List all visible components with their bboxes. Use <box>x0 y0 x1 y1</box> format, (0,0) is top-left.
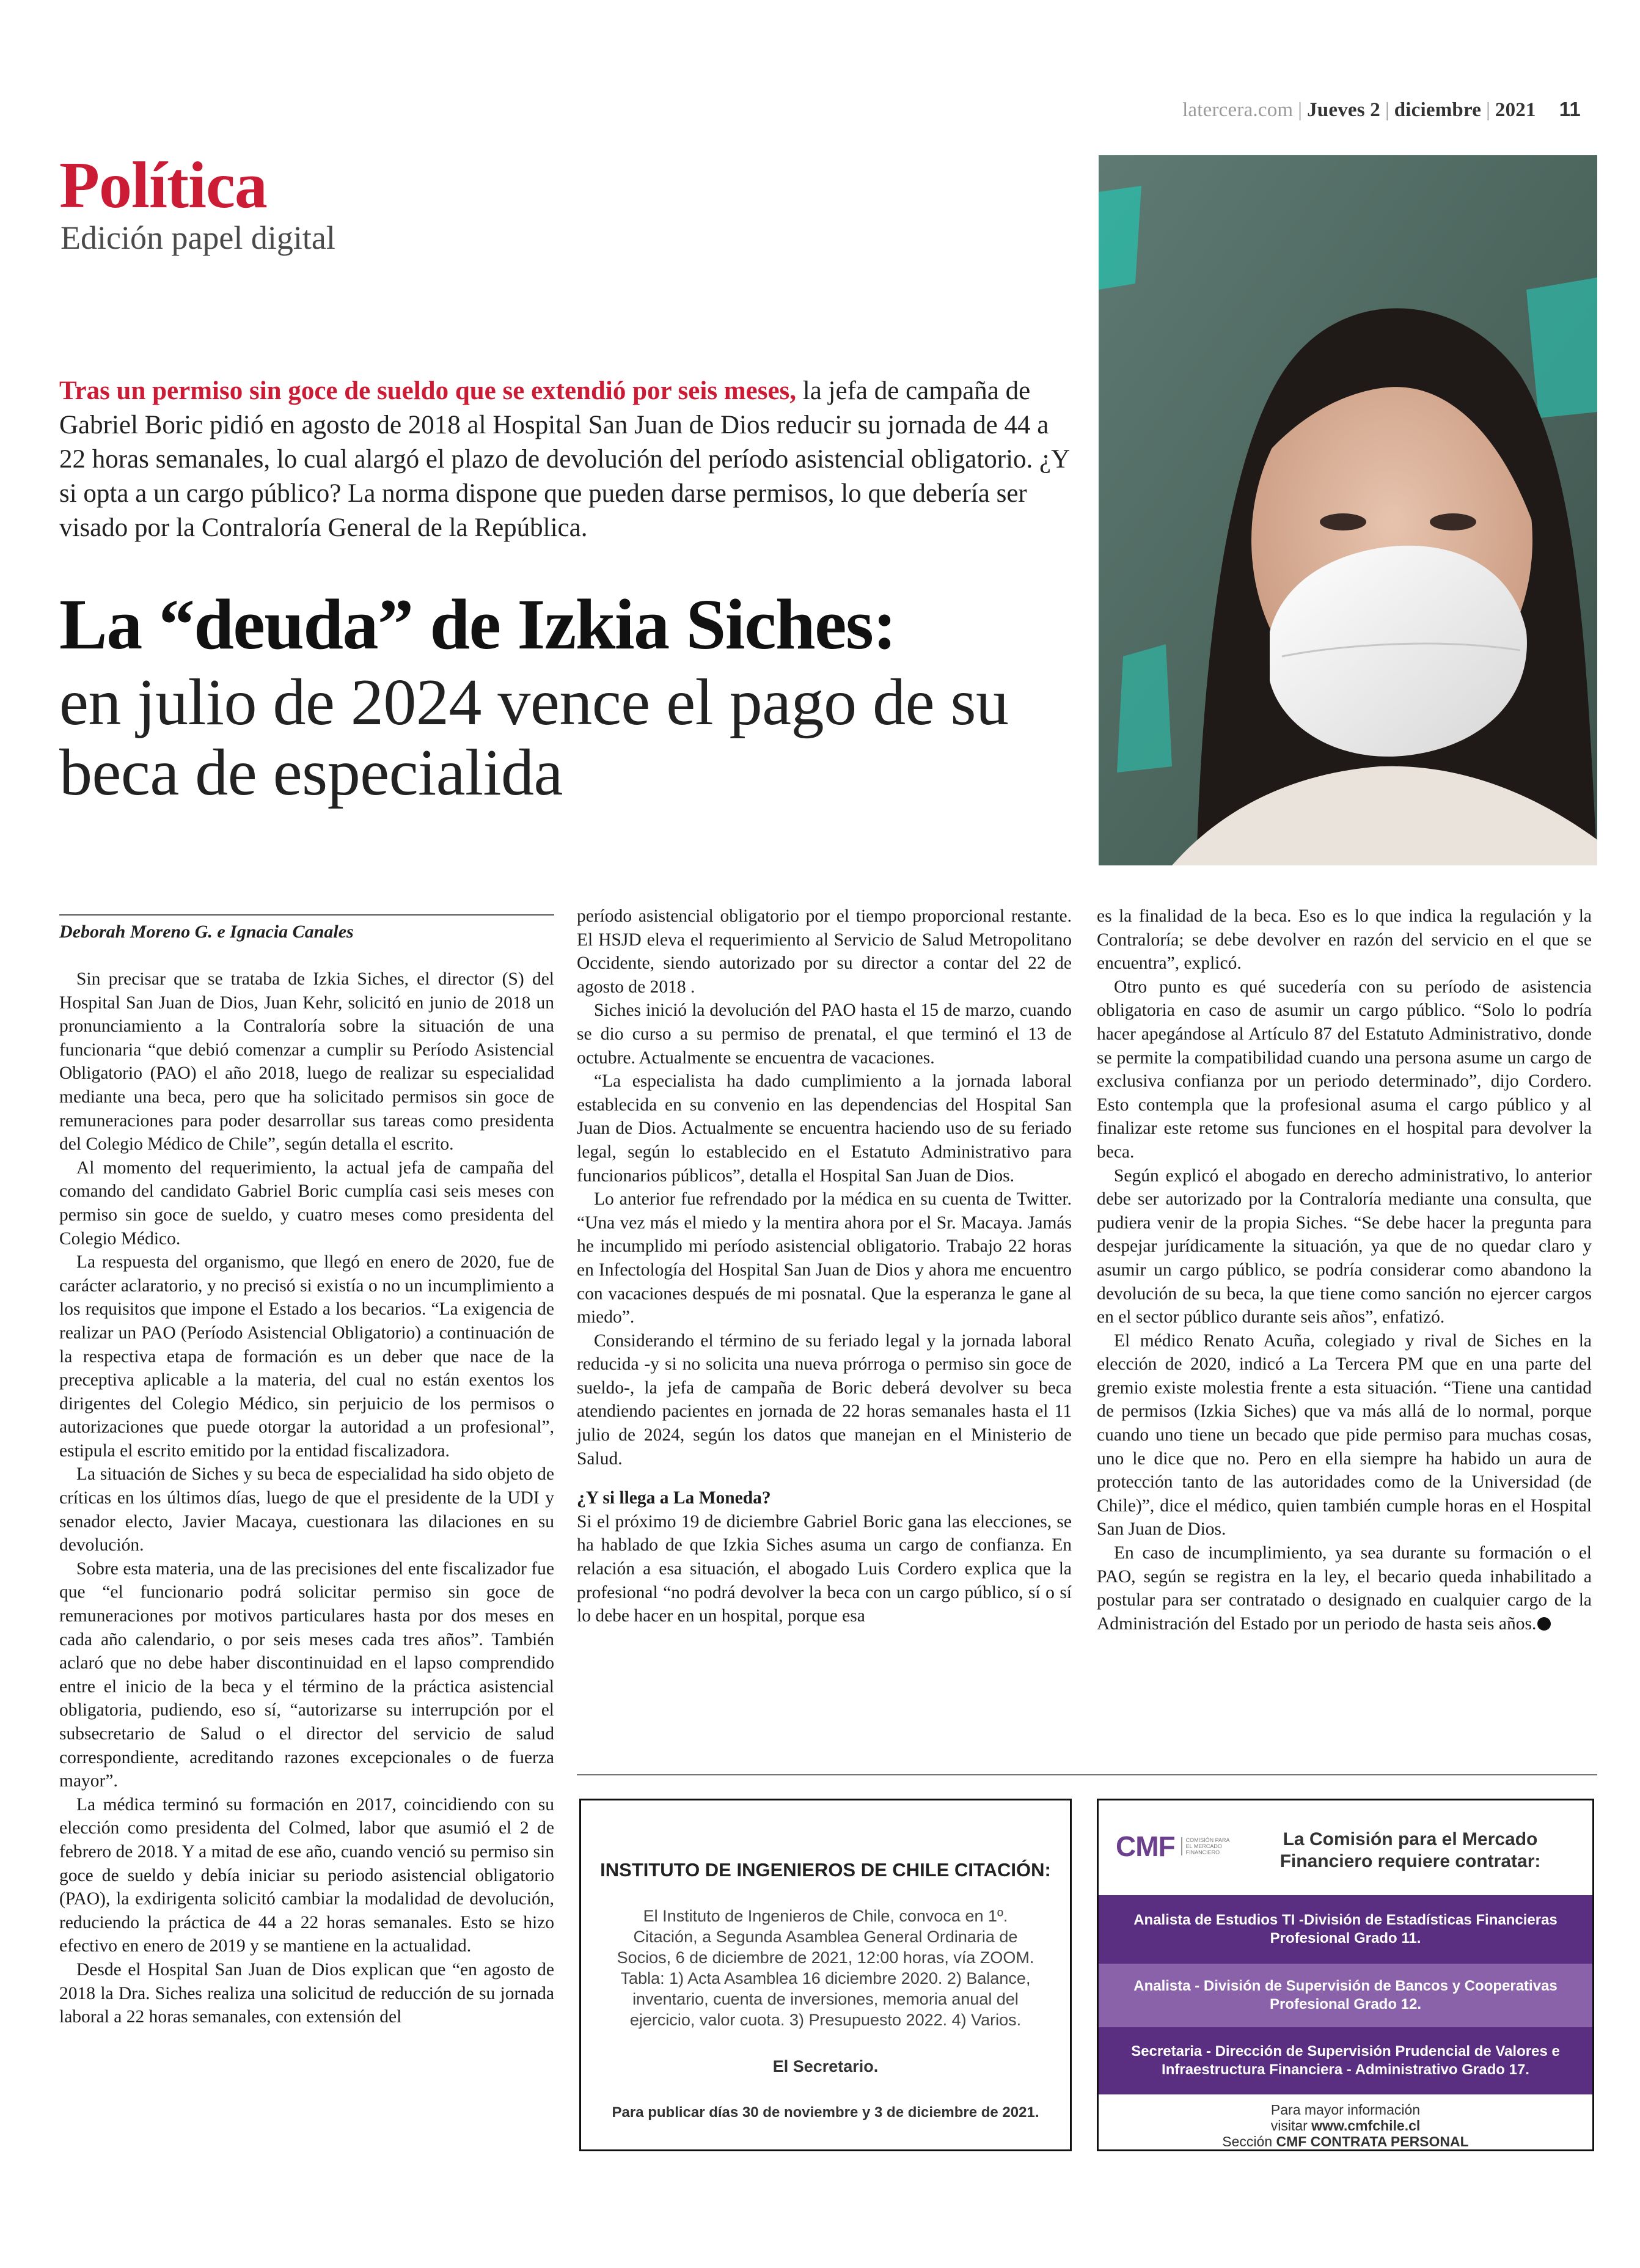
ad-instituto-ingenieros <box>579 1799 1072 2151</box>
paragraph: La médica terminó su formación en 2017, coincidiendo con su elección como presidenta del Colmed, labor que asumió el 2 de febrero de 2018. Y a mitad de ese año, cuando venció su permiso sin goce de sueldo y debía iniciar su periodo asistencial obligatorio (PAO), la exdirigenta solicitó cambiar la modalidad de devolución, reduciendo la práctica de 44 a 22 horas semanales. Esto se hizo efectivo en enero de 2019 y se mantiene en la actualidad. <box>59 1794 554 1956</box>
paragraph: Otro punto es qué sucedería con su período de asistencia obligatoria en caso de asumir un cargo público. “Solo lo podría hacer apegándose al Artículo 87 del Estatuto Administrativo, donde se permite la compatibilidad cuando una persona asume un cargo de exclusiva confianza por un periodo determinado”, dijo Cordero. Esto contempla que la profesional asuma el cargo público y al finalizar este retome sus funciones en el hospital para devolver la beca. <box>1097 977 1592 1162</box>
end-mark-icon <box>1537 1617 1551 1631</box>
paragraph: “La especialista ha dado cumplimiento a la jornada laboral establecida en su convenio en las dependencias del Hospital San Juan de Dios. Actualmente se encuentra haciendo uso de su feriado legal, según lo establecido en el Estatuto Administrativo para funcionarios públicos”, detalla el Hospital San Juan de Dios. <box>577 1071 1072 1186</box>
paragraph: Considerando el término de su feriado legal y la jornada laboral reducida -y si no solicita una nueva prórroga o permiso sin goce de sueldo-, la jefa de campaña de Boric deberá devolver su beca atendiendo pacientes en jornada de 22 horas semanales hasta el 11 julio de 2024, según los datos que manejan en el Ministerio de Salud. <box>577 1330 1072 1469</box>
cmf-logo <box>1116 1830 1235 1863</box>
paragraph: Sin precisar que se trataba de Izkia Siches, el director (S) del Hospital San Juan de Dios, Juan Kehr, solicitó en junio de 2018 un pronunciamiento a la Contraloría sobre la situación de una funcionaria “que debió comenzar a cumplir su Período Asistencial Obligatorio (PAO) el año 2018, luego de realizar su especialidad mediante una beca, pero que ha solicitado permisos sin goce de remuneraciones para poder desarrollar sus tareas como presidenta del Colegio Médico de Chile”, según detalla el escrito. <box>59 969 554 1154</box>
paragraph: Según explicó el abogado en derecho administrativo, lo anterior debe ser autorizado por la Contraloría mediante una consulta, que pudiera venir de la propia Siches. “Se debe hacer la pregunta para despejar jurídicamente la situación, ya que de no quedar claro y asumir un cargo público, se podría considerar como abandono la devolución de su beca, la que tiene como sanción no ejercer cargos en el sector público durante seis años”, enfatizó. <box>1097 1165 1592 1327</box>
ad-body: El Instituto de Ingenieros de Chile, convoca en 1º. Citación, a Segunda Asamblea General Ordinaria de Socios, 6 de diciembre de 2021, 12:00 horas, vía ZOOM. Tabla: 1) Acta Asamblea 16 diciembre 2020. 2) Balance, inventario, cuenta de inversiones, memoria anual del ejercicio, valor cuota. 3) Presupuesto 2022. 4) Varios. <box>617 1907 1034 2029</box>
paragraph-text: En caso de incumplimiento, ya sea durante su formación o el PAO, según se registra en la ley, el becario queda inhabilitado a postular para ser contratado o designado en cualquier cargo de la Administración del Estado por un periodo de hasta seis años. <box>1097 1543 1592 1634</box>
column-rule <box>59 914 554 916</box>
paragraph: La situación de Siches y su beca de especialidad ha sido objeto de críticas en los últimos días, luego de que el presidente de la UDI y senador electo, Javier Macaya, cuestionara las dilaciones en su devolución. <box>59 1464 554 1555</box>
ad-title: INSTITUTO DE INGENIEROS DE CHILE CITACIÓN: <box>600 1859 1051 1881</box>
info-section: CMF CONTRATA PERSONAL <box>1276 2134 1469 2149</box>
paragraph: Lo anterior fue refrendado por la médica en su cuenta de Twitter. “Una vez más el miedo y la mentira ahora por el Sr. Macaya. Jamás he incumplido mi período asistencial obligatorio. Trabajo 22 horas en Infectología del Hospital San Juan de Dios y ahora me encuentro con vacaciones después de mi posnatal. Que la esperanza le gane al miedo”. <box>577 1189 1072 1327</box>
ad-cmf-title: La Comisión para el Mercado Financiero requiere contratar: <box>1279 1829 1541 1871</box>
section-title: Política <box>59 149 267 222</box>
lead-paragraph <box>59 374 1081 545</box>
ad-footer: Para publicar días 30 de noviembre y 3 de diciembre de 2021. <box>612 2104 1039 2121</box>
position-band <box>1099 2027 1592 2094</box>
lead-text: la jefa de campaña de Gabriel Boric pidió en agosto de 2018 al Hospital San Juan de Dios reducir su jornada de 44 a 22 horas semanales, lo cual alargó el plazo de devolución del período asistencial obligatorio. ¿Y si opta a un cargo público? La norma dispone que pueden darse permisos, lo que debería ser visado por la Contraloría General de la República. <box>59 376 1069 542</box>
headline-main: La “deuda” de Izkia Siches: <box>59 584 896 664</box>
headline-sub: en julio de 2024 vence el pago de su beca de especialida <box>59 666 1009 810</box>
article-column-1 <box>59 967 554 2029</box>
paragraph: Al momento del requerimiento, la actual jefa de campaña del comando del candidato Gabriel Boric cumplía casi seis meses con permiso sin goce de sueldo, y cuatro meses como presidenta del Colegio Médico. <box>59 1158 554 1249</box>
paragraph: La respuesta del organismo, que llegó en enero de 2020, fue de carácter aclaratorio, y no precisó si existía o no un incumplimiento a los requisitos que impone el Estado a los becarios. “La exigencia de realizar un PAO (Período Asistencial Obligatorio) a continuación de la respectiva etapa de formación es un deber que nace de la preceptiva aplicable a la materia, del cual no están exentos los dirigentes del Colegio Médico, sin perjuicio de los permisos o autorizaciones que puede otorgar la autoridad a un profesional”, estipula el escrito emitido por la entidad fiscalizadora. <box>59 1252 554 1461</box>
paragraph: Desde el Hospital San Juan de Dios explican que “en agosto de 2018 la Dra. Siches realiza una solicitud de reducción de su jornada laboral a 22 horas semanales, con extensión del <box>59 1959 554 2027</box>
section-subhead: ¿Y si llega a La Moneda? <box>577 1488 771 1508</box>
page-number: 11 <box>1559 98 1581 120</box>
position-text: Analista - División de Supervisión de Bancos y Cooperativas Profesional Grado 12. <box>1133 1978 1558 2013</box>
info-url: www.cmfchile.cl <box>1311 2118 1421 2134</box>
info-line: visitar www.cmfchile.cl <box>1270 2118 1421 2134</box>
header-month: diciembre <box>1394 99 1482 121</box>
header-day: Jueves 2 <box>1307 99 1380 121</box>
paragraph: Sobre esta materia, una de las precisiones del ente fiscalizador fue que “el funcionario podrá solicitar permiso sin goce de remuneraciones por motivos particulares hasta por dos meses en cada año calendario, o por seis meses cada tres años”. También aclaró que no debe haber discontinuidad en el lapso comprendido entre el inicio de la beca y el término de la práctica asistencial obligatoria, pudiendo, eso sí, “autorizarse su interrupción por el subsecretario de Salud o el director del servicio de salud correspondiente, acreditando razones excepcionales o de fuerza mayor”. <box>59 1558 554 1791</box>
paragraph: Si el próximo 19 de diciembre Gabriel Boric gana las elecciones, se ha hablado de que Izkia Siches asuma un cargo de confianza. En relación a esa situación, el abogado Luis Cordero explica que la profesional “no podrá devolver la beca con un cargo público, sí o sí lo debe hacer en un hospital, porque esa <box>577 1511 1072 1626</box>
header-year: 2021 <box>1495 99 1536 121</box>
paragraph: Siches inició la devolución del PAO hasta el 15 de marzo, cuando se dio curso a su permiso de prenatal, el que terminó el 13 de octubre. Actualmente se encuentra de vacaciones. <box>577 1000 1072 1068</box>
cmf-logo-mark: CMF <box>1116 1830 1175 1862</box>
position-band <box>1099 1964 1592 2027</box>
ads-divider <box>577 1774 1597 1775</box>
info-line: Sección CMF CONTRATA PERSONAL <box>1222 2134 1469 2149</box>
lead-highlight: Tras un permiso sin goce de sueldo que se extendió por seis meses, <box>59 376 797 405</box>
position-text: Analista de Estudios TI -División de Estadísticas Financieras Profesional Grado 11. <box>1133 1912 1558 1947</box>
site-name: latercera.com <box>1182 99 1294 121</box>
portrait-photo <box>1099 155 1597 865</box>
article-column-3 <box>1097 905 1592 1635</box>
paragraph: El médico Renato Acuña, colegiado y rival de Siches en la elección de 2020, indicó a La Tercera PM que en una parte del gremio existe molestia frente a esta situación. “Tiene una cantidad de permisos (Izkia Siches) que va más allá de lo normal, porque cuando uno tiene un becado que pide permiso para muchas cosas, uno le dice que no. Pero en ella siempre ha habido un aura de protección tanto de las autoridades como de la Universidad (de Chile)”, dice el médico, quien también cumple horas en el Hospital San Juan de Dios. <box>1097 1330 1592 1540</box>
ad-cmf-header <box>1099 1800 1592 1895</box>
paragraph: es la finalidad de la beca. Eso es lo que indica la regulación y la Contraloría; se debe devolver en razón del servicio en el que se encuentra”, explicó. <box>1097 906 1592 974</box>
byline: Deborah Moreno G. e Ignacia Canales <box>59 922 354 942</box>
position-band <box>1099 1895 1592 1964</box>
ad-signature: El Secretario. <box>772 2057 879 2075</box>
info-line: Para mayor información <box>1270 2102 1421 2118</box>
headline <box>59 584 1098 810</box>
page-header: latercera.com | Jueves 2 | diciembre | 2021 11 <box>1182 98 1581 121</box>
ad-cmf-info <box>1099 2102 1592 2149</box>
article-column-2 <box>577 905 1072 1628</box>
ad-cmf <box>1097 1799 1594 2151</box>
position-text: Secretaria - Dirección de Supervisión Prudencial de Valores e Infraestructura Financiera - Administrativo Grado 17. <box>1131 2043 1560 2078</box>
cmf-logo-text: COMISIÓN PARA EL MERCADO FINANCIERO <box>1181 1837 1235 1855</box>
paragraph <box>1097 1541 1592 1635</box>
section-subtitle: Edición papel digital <box>60 219 335 256</box>
paragraph: período asistencial obligatorio por el tiempo proporcional restante. El HSJD eleva el requerimiento al Servicio de Salud Metropolitano Occidente, siendo autorizado por su director a contar del 22 de agosto de 2018 . <box>577 906 1072 997</box>
